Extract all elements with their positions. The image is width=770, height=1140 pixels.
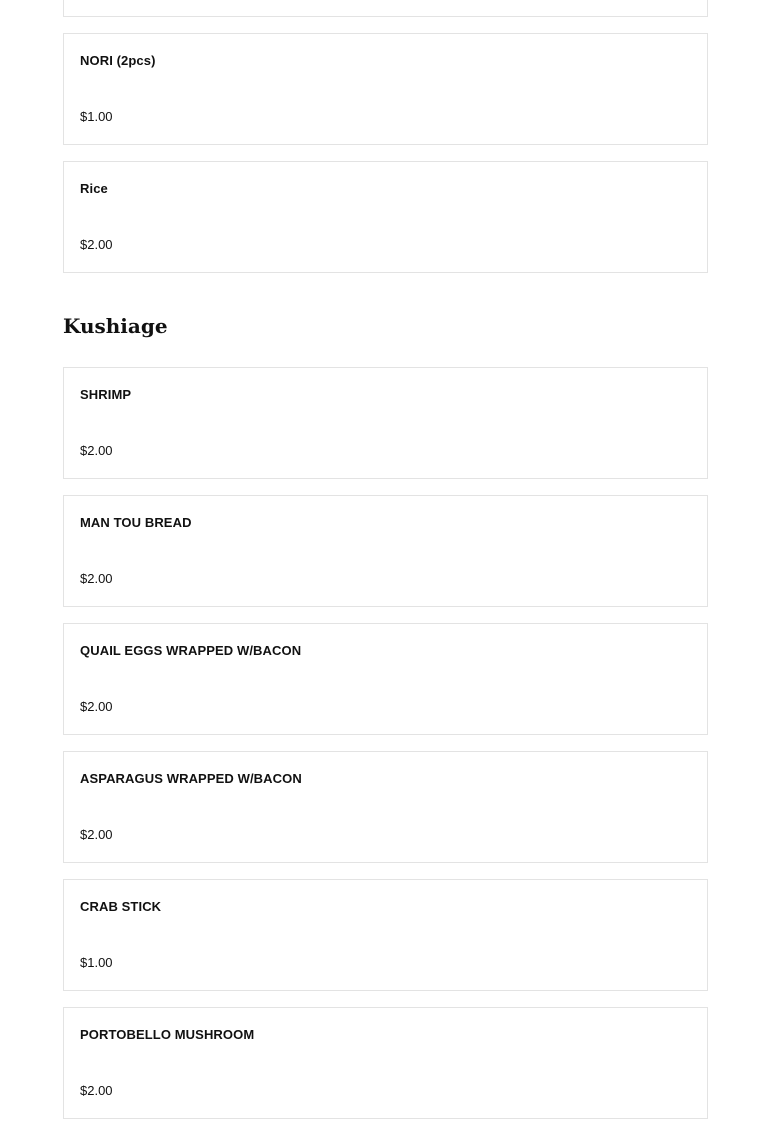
section-heading: Kushiage [63,314,168,338]
menu-item-card[interactable] [63,1007,708,1119]
menu-item-name: CRAB STICK [80,899,162,914]
menu-item-price: $1.00 [80,955,113,970]
menu-item-name: PORTOBELLO MUSHROOM [80,1027,255,1042]
menu-item-card[interactable] [63,33,708,145]
menu-item-card[interactable] [63,879,708,991]
menu-item-price: $1.00 [80,109,113,124]
menu-item-card[interactable] [63,623,708,735]
menu-item-card[interactable] [63,495,708,607]
menu-item-card[interactable] [63,0,708,17]
menu-item-price: $2.00 [80,571,113,586]
menu-item-name: ASPARAGUS WRAPPED W/BACON [80,771,302,786]
menu-item-price: $2.00 [80,443,113,458]
menu-item-card[interactable] [63,161,708,273]
menu-item-card[interactable] [63,367,708,479]
menu-item-price: $2.00 [80,1083,113,1098]
menu-item-price: $2.00 [80,699,113,714]
menu-item-price: $2.00 [80,827,113,842]
menu-item-name: NORI (2pcs) [80,53,156,68]
menu-item-price: $2.00 [80,237,113,252]
menu-item-name: QUAIL EGGS WRAPPED W/BACON [80,643,302,658]
menu-item-name: Rice [80,181,108,196]
menu-item-name: MAN TOU BREAD [80,515,192,530]
menu-item-card[interactable] [63,751,708,863]
menu-content [63,0,708,1135]
menu-item-name: SHRIMP [80,387,132,402]
